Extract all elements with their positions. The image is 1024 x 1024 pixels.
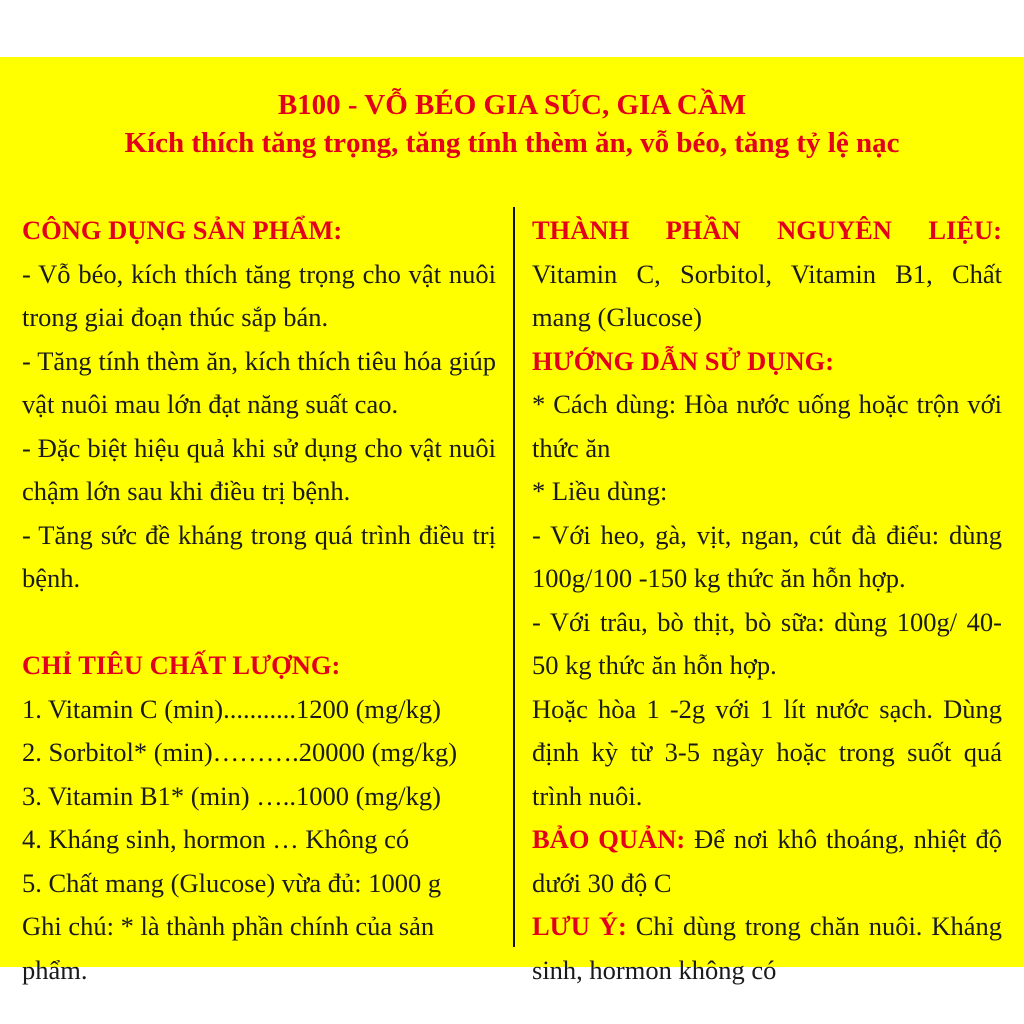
product-label xyxy=(0,57,1024,985)
uses-item: - Vỗ béo, kích thích tăng trọng cho vật nuôi trong giai đoạn thúc sắp bán. xyxy=(22,258,496,332)
product-subtitle: Kích thích tăng trọng, tăng tính thèm ăn, vỗ béo, tăng tỷ lệ nạc xyxy=(124,127,900,159)
storage-block xyxy=(532,818,1002,905)
quality-item: 4. Kháng sinh, hormon … Không có xyxy=(22,824,410,854)
uses-heading: CÔNG DỤNG SẢN PHẨM: xyxy=(22,215,343,245)
column-divider xyxy=(513,207,515,947)
right-column xyxy=(532,209,1002,992)
ingredients-block xyxy=(532,209,1002,340)
uses-item: - Tăng tính thèm ăn, kích thích tiêu hóa giúp vật nuôi mau lớn đạt năng suất cao. xyxy=(22,345,496,419)
uses-item: - Tăng sức đề kháng trong quá trình điều trị bệnh. xyxy=(22,519,496,593)
product-title: B100 - VỖ BÉO GIA SÚC, GIA CẦM xyxy=(277,89,747,121)
quality-item: 5. Chất mang (Glucose) vừa đủ: 1000 g xyxy=(22,867,442,898)
quality-item: 3. Vitamin B1* (min) …..1000 (mg/kg) xyxy=(22,780,441,811)
quality-item: 2. Sorbitol* (min)……….20000 (mg/kg) xyxy=(22,737,458,767)
usage-item: - Với trâu, bò thịt, bò sữa: dùng 100g/ 40- 50 kg thức ăn hỗn hợp. xyxy=(532,606,1002,680)
ingredients-heading: THÀNH PHẦN NGUYÊN LIỆU: xyxy=(532,215,1002,245)
uses-item: - Đặc biệt hiệu quả khi sử dụng cho vật nuôi chậm lớn sau khi điều trị bệnh. xyxy=(22,432,496,506)
usage-item: * Liều dùng: xyxy=(532,476,668,506)
note-block xyxy=(532,905,1002,992)
usage-item: * Cách dùng: Hòa nước uống hoặc trộn với thức ăn xyxy=(532,389,1002,463)
usage-heading: HƯỚNG DẪN SỬ DỤNG: xyxy=(532,345,835,376)
storage-heading: BẢO QUẢN: xyxy=(532,824,686,854)
storage-text: Để nơi khô thoáng, nhiệt độ dưới 30 độ C xyxy=(532,824,1003,898)
quality-item: 1. Vitamin C (min)...........1200 (mg/kg) xyxy=(22,693,441,724)
quality-heading: CHỈ TIÊU CHẤT LƯỢNG: xyxy=(22,650,341,680)
left-column xyxy=(22,209,496,992)
usage-item: - Với heo, gà, vịt, ngan, cút đà điểu: dùng 100g/100 -150 kg thức ăn hỗn hợp. xyxy=(532,519,1002,593)
spacer xyxy=(22,601,496,645)
note-heading: LƯU Ý: xyxy=(532,911,627,941)
usage-item: Hoặc hòa 1 -2g với 1 lít nước sạch. Dùng định kỳ từ 3-5 ngày hoặc trong suốt quá trình nuôi. xyxy=(532,693,1002,811)
quality-note: Ghi chú: * là thành phần chính của sản phẩm. xyxy=(22,911,435,985)
note-text: Chỉ dùng trong chăn nuôi. Kháng sinh, hormon không có xyxy=(532,911,1003,985)
ingredients-text: Vitamin C, Sorbitol, Vitamin B1, Chất mang (Glucose) xyxy=(532,258,1002,332)
